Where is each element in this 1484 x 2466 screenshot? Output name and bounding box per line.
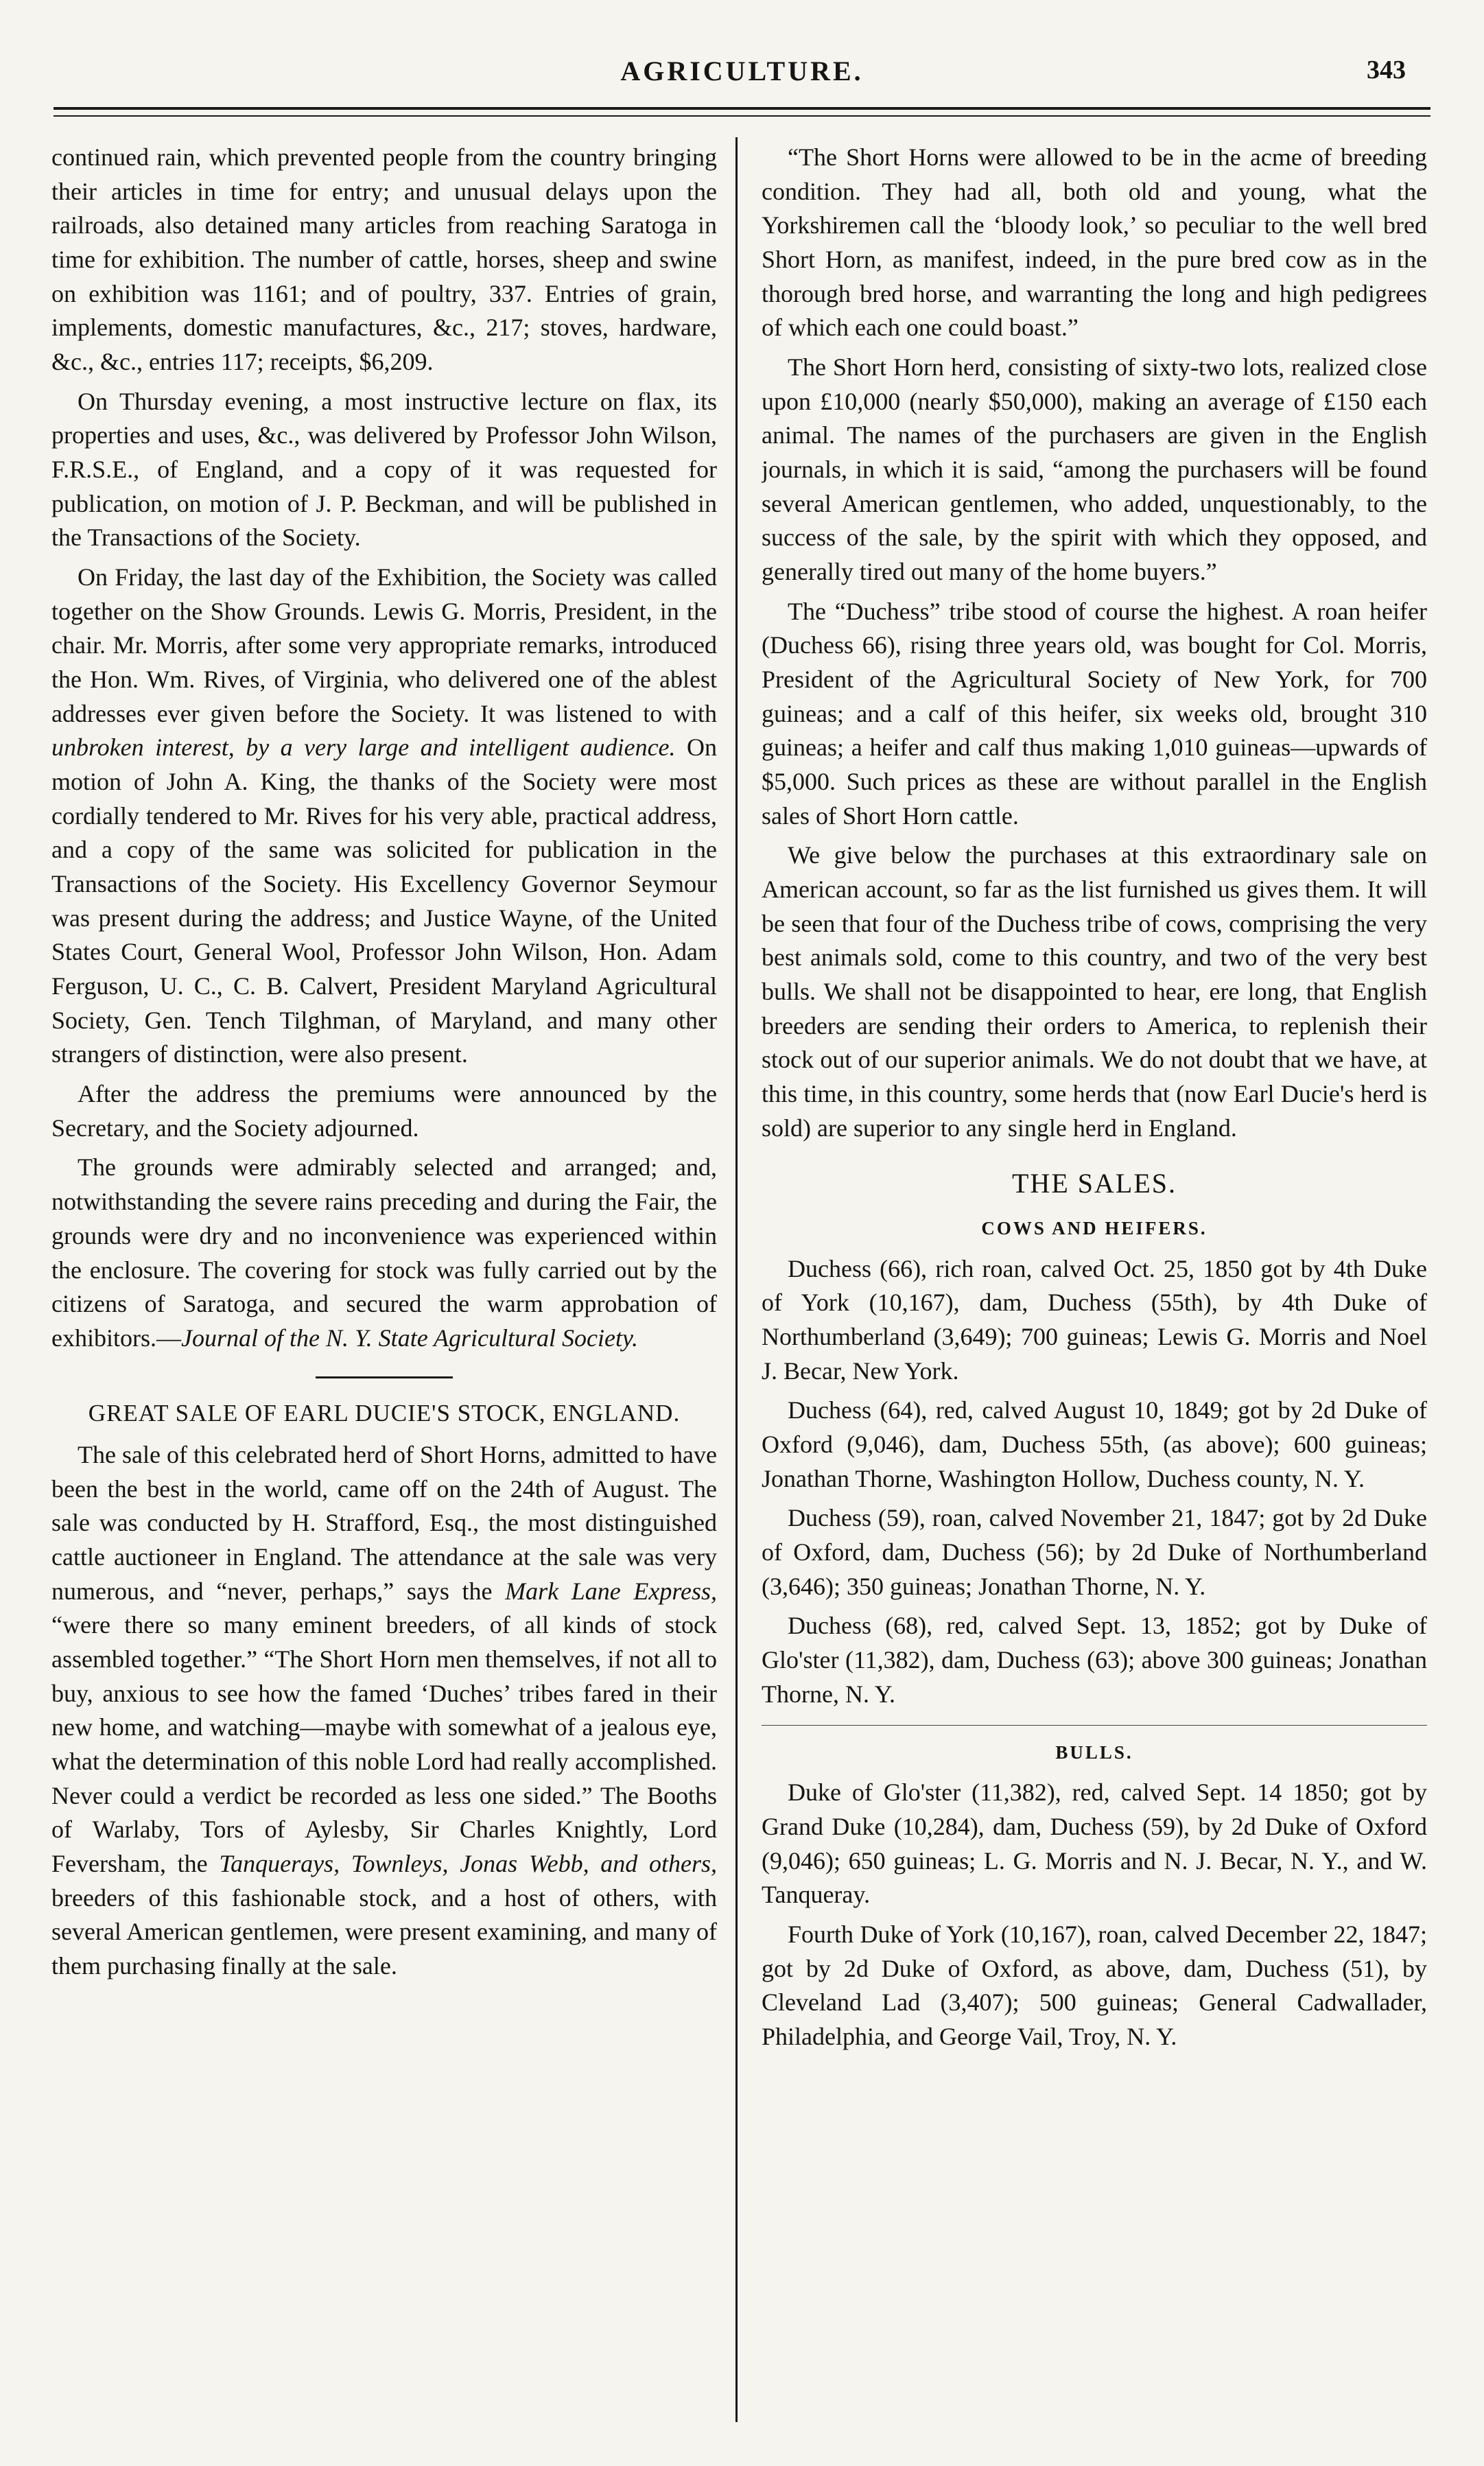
paragraph-duchess-tribe: The “Duchess” tribe stood of course the highest. A roan heifer (Duchess 66), rising three years old, was bought for Col. Morris, President of the Agricultural Society of New York, for 700 guineas; and a calf of this heifer, six weeks old, brought 310 guineas; a heifer and calf thus making 1,010 guineas—upwards of $5,000. Such prices as these are without parallel in the English sales of Short Horn cattle. [762, 597, 1427, 830]
italic-run: Tanquerays, Townleys, Jonas Webb, and others, [219, 1850, 717, 1878]
sale-entry-duchess-59: Duchess (59), roan, calved November 21, 1847; got by 2d Duke of Oxford, dam, Duchess (56); by 2d Duke of Northumberland (3,646); 350 guineas; Jonathan Thorne, N. Y. [762, 1504, 1427, 1600]
italic-run: Mark Lane Express, [505, 1577, 717, 1605]
header-rule-thin [54, 115, 1430, 117]
subheading-cows-heifers: COWS AND HEIFERS. [981, 1218, 1208, 1239]
section-separator [316, 1376, 453, 1378]
text-run: On motion of John A. King, the thanks of the Society were most cordially tendered to Mr. Rives for his very able, practical address, and a copy of the same was solicited for publication in the Transactions of the Society. His Excellency Governor Seymour was present during the address; and Justice Wayne, of the United States Court, General Wool, Professor John Wilson, Hon. Adam Ferguson, U. C., C. B. Calvert, President Maryland Agricultural Society, Gen. Tench Tilghman, of Maryland, and many other strangers of distinction, were also present. [51, 733, 717, 1068]
italic-run: unbroken interest, by a very large and intelligent audience. [51, 733, 676, 762]
running-header [75, 55, 1409, 103]
page-number: 343 [1367, 56, 1406, 84]
sale-entry-duke-glo-ster: Duke of Glo'ster (11,382), red, calved Sept. 14 1850; got by Grand Duke (10,284), dam, Duchess (59), by 2d Duke of Oxford (9,046); 650 guineas; L. G. Morris and N. J. Becar, N. Y., and W. Tanqueray. [762, 1778, 1427, 1909]
left-column [51, 141, 717, 2426]
text-run: “were there so many eminent breeders, of all kinds of stock assembled together.” “The Short Horn men themselves, if not all to buy, anxious to see how the famed ‘Duches’ tribes fared in their new home, and watching—maybe with somewhat of a jealous eye, what the determination of this noble Lord had really accomplished. Never could a verdict be recorded as less one sided.” The Booths of Warlaby, Tors of Aylesby, Sir Charles Knightly, Lord Feversham, the [51, 1611, 717, 1878]
paragraph-breeding-condition: “The Short Horns were allowed to be in the acme of breeding condition. They had all, both old and young, what the Yorkshiremen call the ‘bloody look,’ so peculiar to the well bred Short Horn, as manifest, indeed, in the pure bred cow as in the thorough bred horse, and warranting the long and high pedigrees of which each one could boast.” [762, 143, 1427, 342]
paragraph-grounds [51, 1151, 717, 1355]
subheading-bulls: BULLS. [1055, 1742, 1133, 1763]
header-rule-thick [54, 107, 1430, 110]
paragraph-herd-total: The Short Horn herd, consisting of sixty-two lots, realized close upon £10,000 (nearly $50,000), making an average of £150 each animal. The names of the purchasers are given in the English journals, in which it is said, “among the purchasers will be found several American gentlemen, who added, unquestionably, to the success of the sale, by the spirit with which they opposed, and generally tired out many of the home buyers.” [762, 353, 1427, 586]
section-title-great-sale: GREAT SALE OF EARL DUCIE'S STOCK, ENGLAND. [88, 1399, 681, 1426]
section-title-the-sales: THE SALES. [1012, 1168, 1177, 1199]
paragraph-sale-description [51, 1438, 717, 1984]
sale-entry-fourth-duke-york: Fourth Duke of York (10,167), roan, calved December 22, 1847; got by 2d Duke of Oxford, as above, dam, Duchess (51), by Cleveland Lad (3,407); 500 guineas; General Cadwallader, Philadelphia, and George Vail, Troy, N. Y. [762, 1921, 1427, 2051]
paragraph-exhibition-entries: continued rain, which prevented people from the country bringing their articles in time for entry; and unusual delays upon the railroads, also detained many articles from reaching Saratoga in time for exhibition. The number of cattle, horses, sheep and swine on exhibition was 1161; and of poultry, 337. Entries of grain, implements, domestic manufactures, &c., 217; stoves, hardware, &c., &c., entries 117; receipts, $6,209. [51, 143, 717, 376]
text-run: breeders of this fashionable stock, and a host of others, with several American gentlemen, were present examining, and many of them purchasing finally at the sale. [51, 1883, 717, 1980]
sale-entry-duchess-66: Duchess (66), rich roan, calved Oct. 25, 1850 got by 4th Duke of York (10,167), dam, Duchess (55th), by 4th Duke of Northumberland (3,649); 700 guineas; Lewis G. Morris and Noel J. Becar, New York. [762, 1254, 1427, 1385]
sale-entry-duchess-64: Duchess (64), red, calved August 10, 1849; got by 2d Duke of Oxford (9,046), dam, Duchess 55th, (as above); 600 guineas; Jonathan Thorne, Washington Hollow, Duchess county, N. Y. [762, 1396, 1427, 1492]
paragraph-friday-address [51, 561, 717, 1072]
paragraph-american-purchases: We give below the purchases at this extraordinary sale on American account, so far as the list furnished us gives them. It will be seen that four of the Duchess tribe of cows, comprising the very best animals sold, come to this country, and two of the very best bulls. We shall not be disappointed to hear, ere long, that English breeders are sending their orders to America, to replenish their stock out of our superior animals. We do not doubt that we have, at this time, in this country, some herds that (now Earl Ducie's herd is sold) are superior to any single herd in England. [762, 841, 1427, 1142]
running-title: AGRICULTURE. [620, 56, 864, 86]
text-run: The grounds were admirably selected and arranged; and, notwithstanding the severe rains preceding and during the Fair, the grounds were dry and no inconvenience was experienced within the enclosure. The covering for stock was fully carried out by the citizens of Saratoga, and secured the warm approbation of exhibitors.— [51, 1153, 717, 1352]
column-divider [735, 137, 738, 2422]
text-run: The sale of this celebrated herd of Short Horns, admitted to have been the best in the world, came off on the 24th of August. The sale was conducted by H. Strafford, Esq., the most distinguished cattle auctioneer in England. The attendance at the sale was very numerous, and “never, perhaps,” says the [51, 1441, 717, 1605]
sale-entry-duchess-68: Duchess (68), red, calved Sept. 13, 1852; got by Duke of Glo'ster (11,382), dam, Duchess (63); above 300 guineas; Jonathan Thorne, N. Y. [762, 1612, 1427, 1708]
text-run: On Friday, the last day of the Exhibition, the Society was called together on the Show Grounds. Lewis G. Morris, President, in the chair. Mr. Morris, after some very appropriate remarks, introduced the Hon. Wm. Rives, of Virginia, who delivered one of the ablest addresses ever given before the Society. It was listened to with [51, 563, 717, 727]
italic-run: Journal of the N. Y. State Agricultural Society. [180, 1324, 638, 1352]
paragraph-flax-lecture: On Thursday evening, a most instructive lecture on flax, its properties and uses, &c., was delivered by Professor John Wilson, F.R.S.E., of England, and a copy of it was requested for publication, on motion of J. P. Beckman, and will be published in the Transactions of the Society. [51, 387, 717, 552]
subsection-rule [762, 1725, 1427, 1726]
right-column [762, 141, 1427, 2426]
paragraph-premiums: After the address the premiums were announced by the Secretary, and the Society adjourned. [51, 1080, 717, 1142]
